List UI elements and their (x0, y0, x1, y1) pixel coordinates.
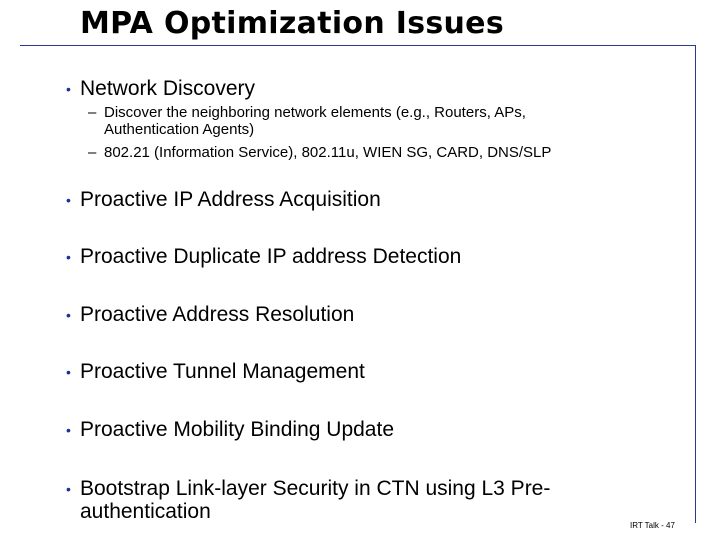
bullet-text: Bootstrap Link-layer Security in CTN using L3 Pre- authentication (80, 477, 551, 523)
bullet-icon: • (66, 481, 71, 497)
subitem-standards (88, 144, 551, 161)
right-border (695, 45, 696, 523)
bullet-address-resolution (66, 303, 354, 327)
bullet-text: Proactive Mobility Binding Update (80, 418, 394, 441)
bullet-network-discovery (66, 77, 255, 101)
bullet-text: Proactive IP Address Acquisition (80, 188, 381, 211)
bullet-icon: • (66, 81, 71, 97)
dash-icon: – (88, 144, 97, 161)
subitem-text: Discover the neighboring network elements (e.g., Routers, APs, Authentication Agents) (104, 104, 526, 138)
bullet-duplicate-detection (66, 245, 461, 269)
bullet-text: Proactive Duplicate IP address Detection (80, 245, 462, 268)
slide-footer: IRT Talk - 47 (630, 521, 675, 530)
bullet-icon: • (66, 364, 71, 380)
bullet-text: Proactive Tunnel Management (80, 360, 365, 383)
bullet-text: Proactive Address Resolution (80, 303, 355, 326)
bullet-bootstrap-security (66, 477, 550, 523)
subitem-text: 802.21 (Information Service), 802.11u, WIEN SG, CARD, DNS/SLP (104, 144, 552, 161)
bullet-icon: • (66, 249, 71, 265)
bullet-icon: • (66, 307, 71, 323)
bullet-ip-acquisition (66, 188, 381, 212)
subitem-discover-elements (88, 104, 526, 138)
slide-title: MPA Optimization Issues (80, 6, 504, 41)
dash-icon: – (88, 104, 97, 121)
bullet-icon: • (66, 422, 71, 438)
title-divider (20, 45, 696, 46)
bullet-text: Network Discovery (80, 77, 256, 100)
bullet-binding-update (66, 418, 394, 442)
bullet-icon: • (66, 192, 71, 208)
bullet-tunnel-management (66, 360, 365, 384)
